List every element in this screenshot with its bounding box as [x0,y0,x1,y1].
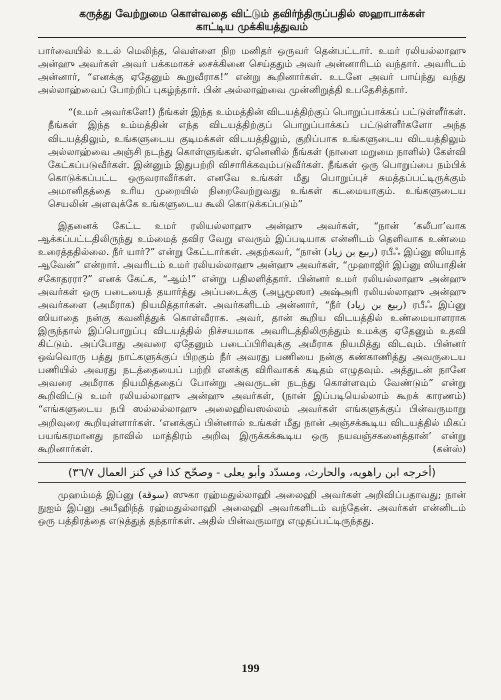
source-reference: (கன்ஸ்) [432,443,466,455]
page-header [38,8,466,37]
header-title-line2: காட்டிய முக்கியத்துவம் [196,21,308,33]
header-divider [38,37,466,38]
paragraph-gap [38,97,466,106]
header-title-line1: கருத்து வேற்றுமை கொள்வதை விட்டும் தவிர்ந்திருப்பதில் ஸஹாபாக்கள் [79,8,425,20]
paragraph-gap [38,211,466,220]
paragraph-3: இதனைக் கேட்ட உமர் ரலியல்லாஹு அன்ஹு அவர்கள், “நான் ‘கலீபா’வாக ஆக்கப்பட்டதிலிருந்து உம்மைத் தவிர வேறு எவரும் இப்படியாக என்னிடம் தெளிவாக உண்மை உரைத்ததில்லை. நீர் யார்?” என்று கேட்டார்கள். அதற்கவர், “நான் (ربيع بن زياد) ரபீஃ இப்னு ஸியாத் ஆவேன்” என்றார். அவரிடம் உமர் ரலியல்லாஹு அன்ஹு அவர்கள், “முஹாஜிர் இப்னு ஸியாதின் சகோதரரா?” எனக் கேட்க, “ஆம்!” என்று பதிலளித்தார். பின்னர் உமர் ரலியல்லாஹு அன்ஹு அவர்கள் ஒரு படையைத் தயார்த்து அப்படைக்கு (அபூமூஸா) அஷ்அரி ரலியல்லாஹு அன்ஹு அவர்களை (அமீராக) நியமித்தார்கள். அவர்களிடம் அன்னார், “நீர் (ربيع بن زياد) ரபீஃ இப்னு ஸியாதை நன்கு கவனித்துக் கொள்வீராக. அவர், தான் கூறிய விடயத்தில் உண்மையாளராக இருந்தால் இப்பொறுப்பு விடயத்தில் நிச்சயமாக அவரிடத்திலிருந்தும் உமக்கு ஏதேனும் உதவி கிட்டும். அப்போது அவரை ஏதேனும் படைப்பிரிவுக்கு அமீராக நியமித்து விடவும். பின்னர் ஒவ்வொரு பத்து நாட்களுக்குப் பிறகும் நீர் அவரது பணியை நன்கு கண்காணித்து அவருடைய பணியில் அவரது நடத்தையைப் பற்றி எனக்கு விரிவாகக் கடிதம் எழுதவும். அத்துடன் நானே அவரை அமீராக நியமித்ததைப் போன்று அவருடன் நடந்து கொள்ளவும் வேண்டும்” என்று கூறிவிட்டு உமர் ரலியல்லாஹு அன்ஹு அவர்கள், (நான் இப்படியெல்லாம் கூறக் காரணம்) “எங்களுடைய நபி ஸல்லல்லாஹு அலைஹிவஸல்லம் அவர்கள் எங்களுக்குப் பின்வருமாறு அறிவுரை கூறியுள்ளார்கள். ‘எனக்குப் பின்னால் உங்கள் மீது நான் அஞ்சக்கூடிய விடயத்தில் மிகப் பயங்கரமானது நாவில் மாத்திரம் அறிவு இருக்கக்கூடிய ஒரு நயவஞ்சகனைத்தான்’ என்று கூறினார்கள். [38,221,466,455]
arabic-reference: (أخرجه ابن راهويه، والحارث، ومسدّد وأبو يعلى - وصحّح كذا في كنز العمال ٣٦/٧) [68,465,436,479]
document-page [38,8,466,692]
page-number: 199 [241,661,260,675]
arabic-reference-block [38,462,466,483]
paragraph-4: முஹம்மத் இப்னு (سوقة) ஸுகா ரஹ்மதுல்லாஹி அலைஹி அவர்கள் அறிவிப்பதாவது; நான் நுஐம் இப்னு அபீஹிந்த் ரஹ்மதுல்லாஹி அலைஹி அவர்களிடம் வந்தேன். அவர்கள் என்னிடம் ஒரு பத்திரத்தை எடுத்துத் தந்தார்கள். அதில் பின்வருமாறு எழுதப்பட்டிருந்தது. [38,489,466,527]
paragraph-1: பார்வையில் உடல் மெலிந்த, வெள்ளை நிற மனிதர் ஒருவர் தென்பட்டார். உமர் ரலியல்லாஹு அன்ஹு அவர்கள் அவர் பக்கமாகச் சைக்கினை செய்ததும் அவர் அன்னாரிடம் வந்தார். அவரிடம் அன்னார், “எனக்கு ஏதேனும் கூறுவீராக!” என்று கூறினார்கள். உடனே அவர் பாய்ந்து வந்து அல்லாஹ்வைப் போற்றிப் புகழ்ந்தார். பின் அல்லாஹ்வை முன்னிறுத்தி உபதேசித்தார். [38,46,466,97]
paragraph-quote: “(உமர் அவர்களே!) நீங்கள் இந்த உம்மத்தின் விடயத்திற்குப் பொறுப்பாக்கப் பட்டுள்ளீர்கள். நீங்கள் இந்த உம்மத்தின் எந்த விடயத்திற்குப் பொறுப்பாக்கப் பட்டுள்ளீர்களோ அந்த விடயத்திலும், உங்களுடைய குடிமக்கள் விடயத்திலும், குறிப்பாக உங்களுடைய விடயத்திலும் அல்லாஹ்வை அஞ்சி நடந்து கொள்ளுங்கள். ஏனெனில் நீங்கள் (நாளை மறுமை நாளில்) கேள்வி கேட்கப்படுவீர்கள். இன்னும் இதுபற்றி விசாரிக்கவும்படுவீர்கள். நீங்கள் ஒரு பொறுப்பை நம்பிக் கொடுக்கப்பட்ட ஒருவராவீர்கள். எனவே உங்கள் மீது பொறுப்புச் சுமத்தப்பட்டிருக்கும் அமானிதத்தை உரிய முறையில் நிறைவேற்றுவது உங்கள் கடமையாகும். உங்களுடைய செயலின் அளவுக்கே உங்களுடைய கூலி கொடுக்கப்படும்” [48,107,466,211]
